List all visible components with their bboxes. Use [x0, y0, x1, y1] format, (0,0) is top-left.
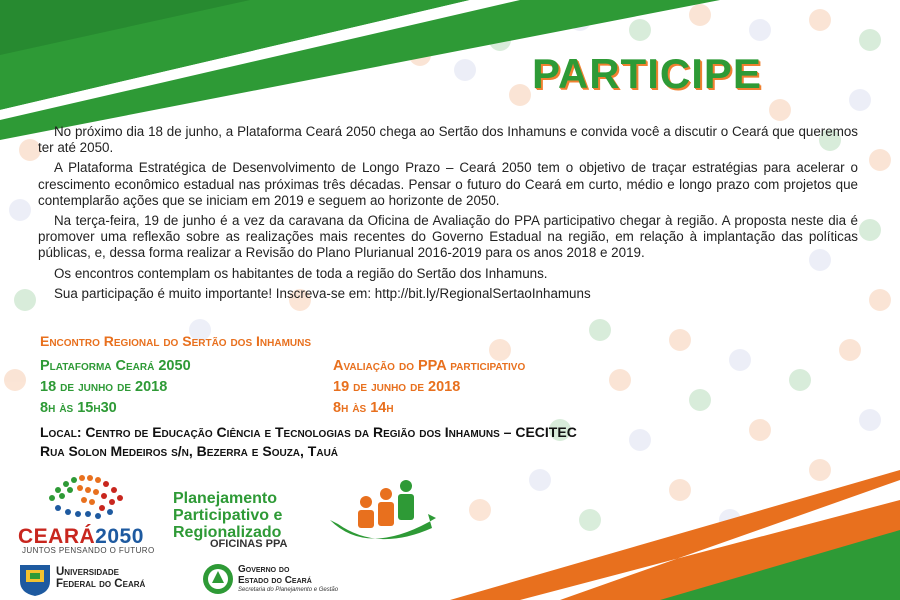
ceara-year: 2050: [95, 525, 144, 548]
location-line: Local: Centro de Educação Ciência e Tecnologias da Região dos Inhamuns – CECITEC: [40, 424, 577, 440]
people-podium-icon: [328, 480, 440, 555]
ppa-line: Participativo e: [173, 507, 283, 524]
ufc-line: Universidade: [56, 566, 119, 578]
ppa-logo-subtitle: OFICINAS PPA: [210, 538, 288, 550]
ufc-name: [56, 566, 145, 590]
paragraph: Os encontros contemplam os habitantes de toda a região do Sertão dos Inhamuns.: [54, 265, 548, 281]
ppa-line: Planejamento: [173, 490, 278, 507]
paragraph: Na terça-feira, 19 de junho é a vez da caravana da Oficina de Avaliação do PPA participativo chegar à região. A proposta neste dia é promover uma reflexão sobre as realizações mais recentes do Governo Estadual na região, em relação à implantação das políticas públicas, e, dessa forma realizar a Revisão do Plano Plurianual 2016-2019 para os anos 2018 e 2019.: [38, 213, 858, 261]
ceara-2050-tagline: JUNTOS PENSANDO O FUTURO: [22, 546, 155, 555]
event-name: Avaliação do PPA participativo: [333, 358, 526, 374]
event-plataforma: [40, 356, 191, 419]
event-date: 19 de junho de 2018: [333, 379, 461, 395]
event-ppa: [333, 356, 525, 419]
event-time: 8h às 14h: [333, 400, 394, 416]
page-title: PARTICIPE: [532, 50, 762, 97]
address-line: Rua Solon Medeiros s/n, Bezerra e Souza, Tauá: [40, 443, 339, 459]
ppa-logo-text: [173, 490, 282, 541]
gov-name: [238, 564, 312, 586]
section-title: Encontro Regional do Sertão dos Inhamuns: [40, 333, 312, 349]
gov-line: Governo do: [238, 564, 290, 575]
gov-secretaria: Secretaria do Planejamento e Gestão: [238, 587, 339, 593]
event-date: 18 de junho de 2018: [40, 379, 168, 395]
paragraph: A Plataforma Estratégica de Desenvolvimento de Longo Prazo – Ceará 2050 tem o objetivo de traçar estratégias para acelerar o crescimento econômico estadual nas próximas três décadas. Pensar o futuro do Ceará em curto, médio e longo prazo com projetos que contemplarão ações que se iniciam em 2019 e seguem ao horizonte de 2050.: [38, 160, 858, 208]
paragraph: No próximo dia 18 de junho, a Plataforma Ceará 2050 chega ao Sertão dos Inhamuns e convida você a discutir o Ceará que queremos ter até 2050.: [38, 124, 858, 156]
paragraph-registration: Sua participação é muito importante! Inscreva-se em: http://bit.ly/RegionalSertaoInhamuns: [54, 285, 591, 301]
ceara-word: CEARÁ: [18, 525, 96, 548]
ppa-line: Regionalizado: [173, 524, 282, 541]
event-time: 8h às 15h30: [40, 400, 117, 416]
location-block: [40, 423, 577, 461]
body-text: [38, 124, 858, 306]
event-name: Plataforma Ceará 2050: [40, 358, 191, 374]
gov-line: Estado do Ceará: [238, 575, 312, 586]
ufc-line: Federal do Ceará: [56, 578, 146, 590]
